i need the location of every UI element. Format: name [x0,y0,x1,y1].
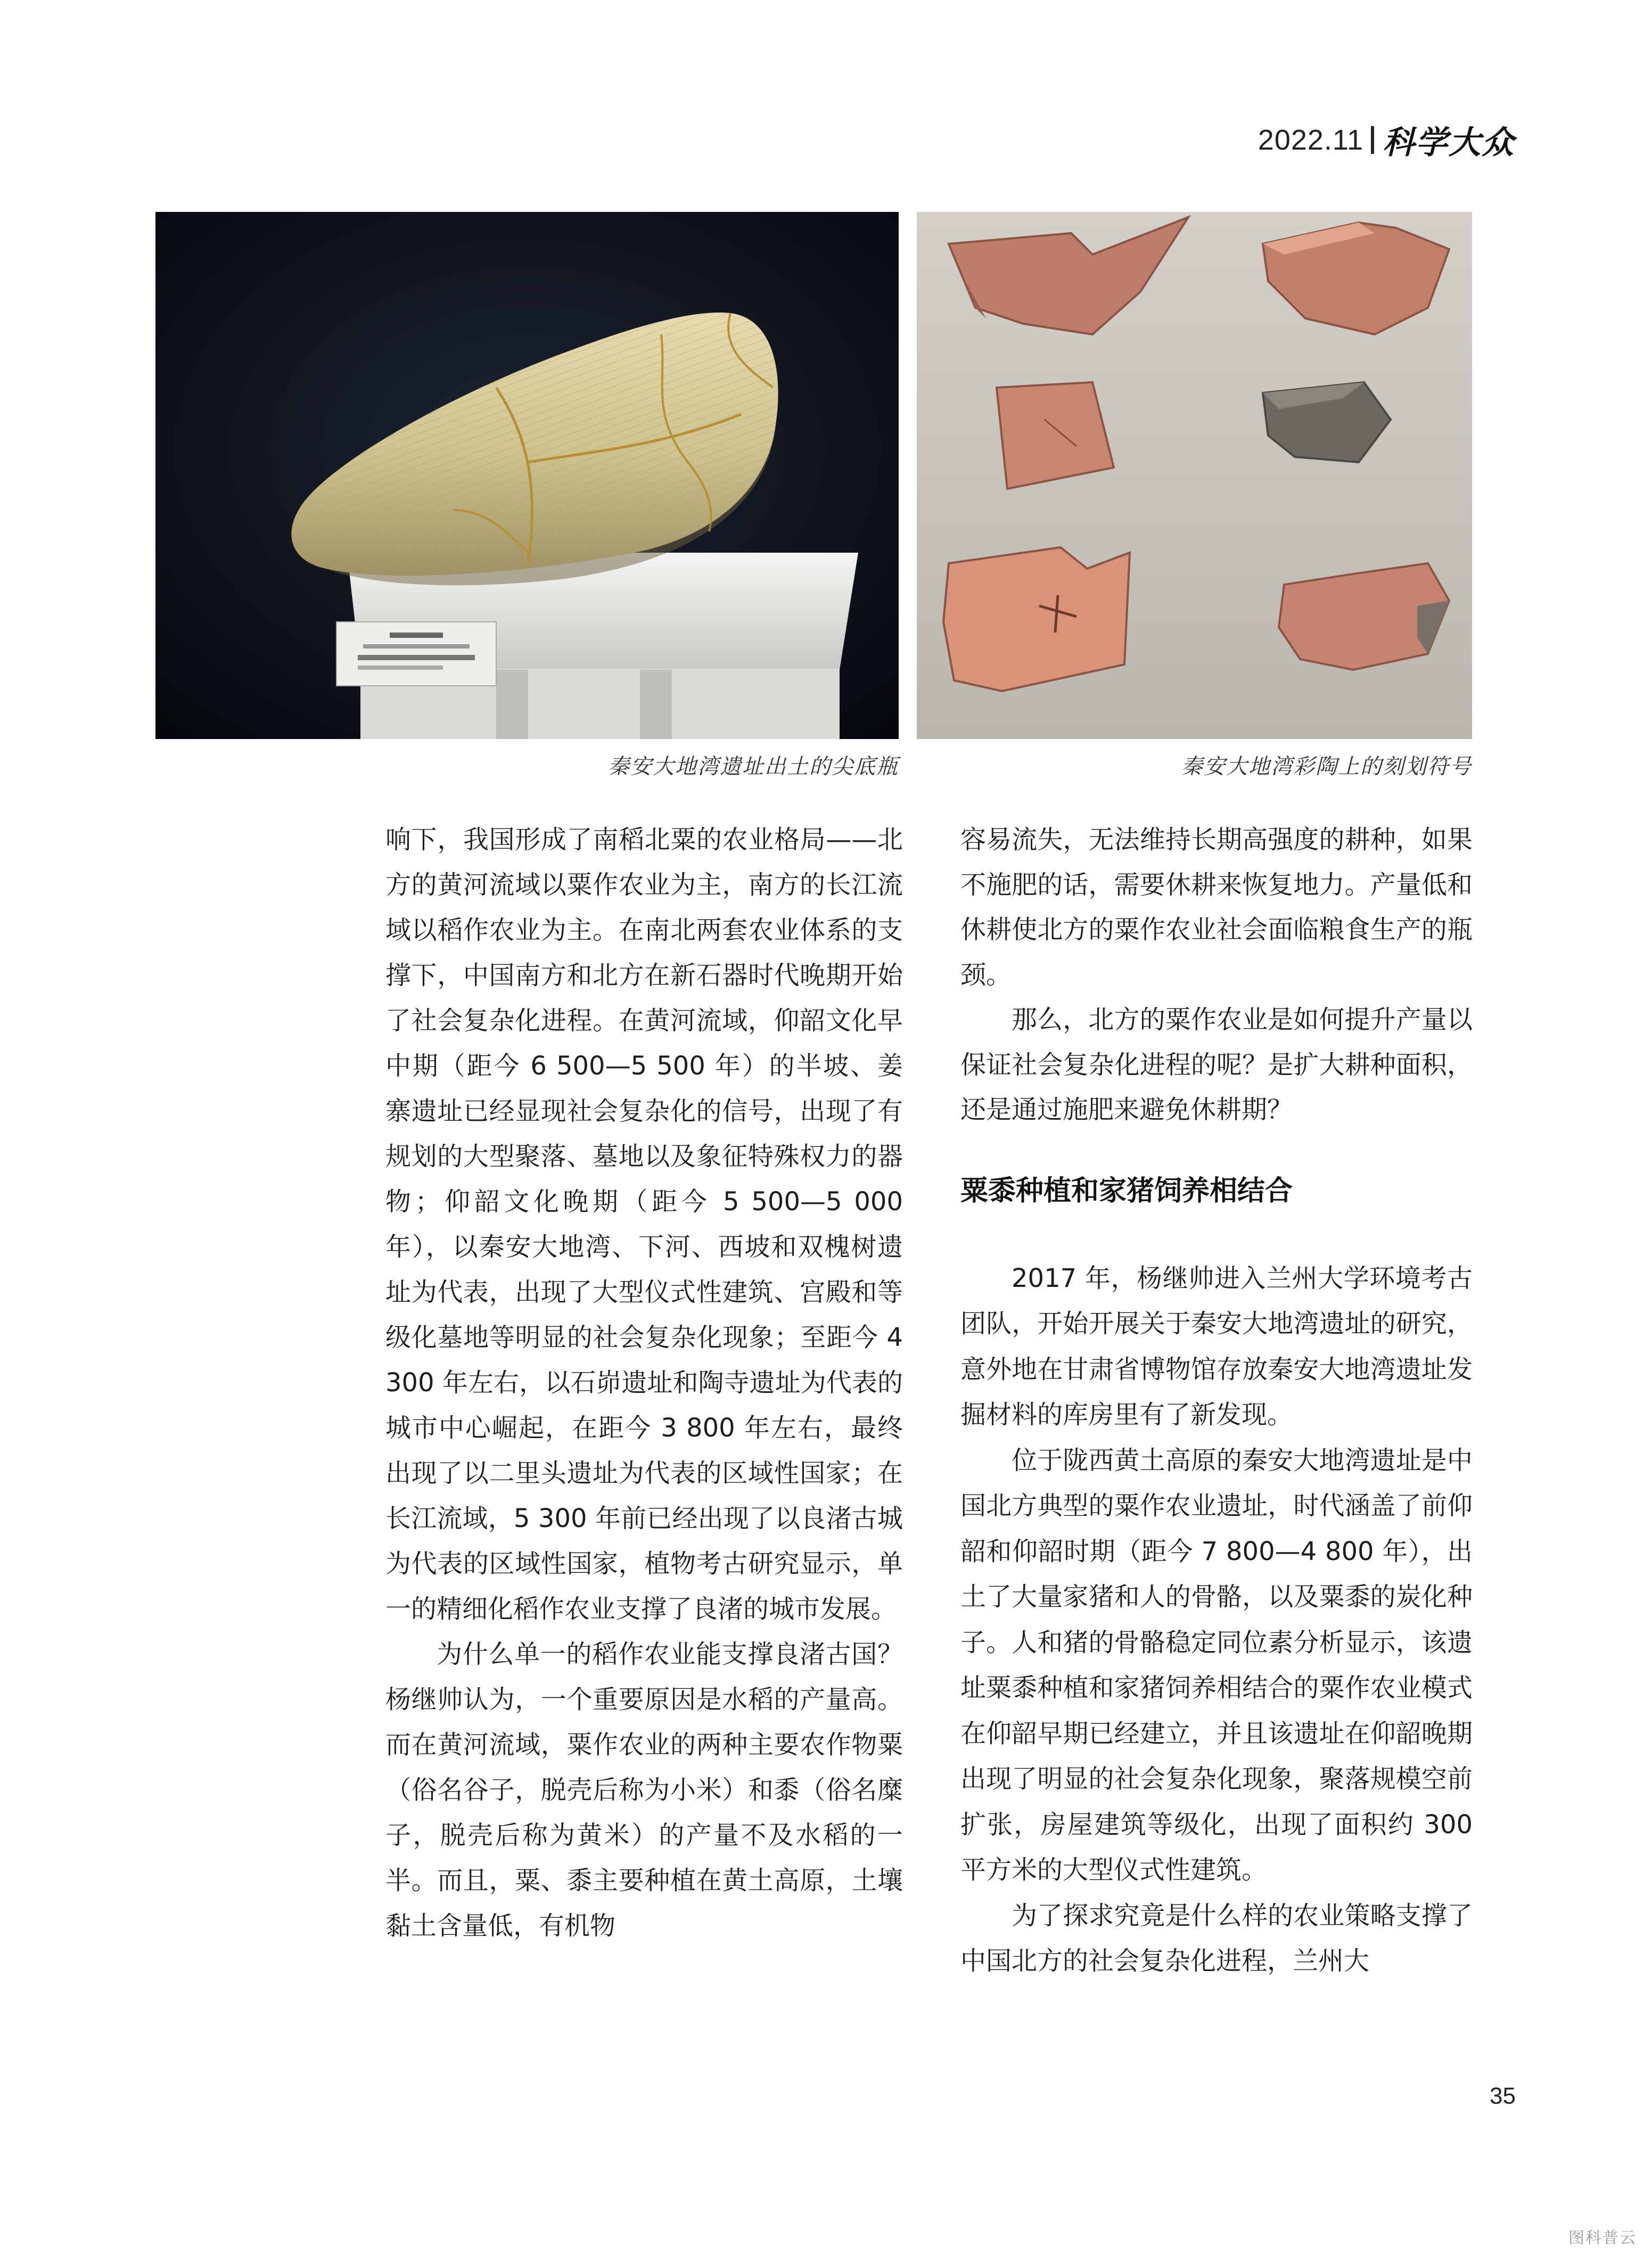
right-text-column [960,817,1473,1984]
body-paragraph: 位于陇西黄土高原的秦安大地湾遗址是中国北方典型的粟作农业遗址，时代涵盖了前仰韶和仰韶时期（距今 7 800—4 800 年），出土了大量家猪和人的骨骼，以及粟黍的炭化种子。人和猪的骨骼稳定同位素分析显示，该遗址粟黍种植和家猪饲养相结合的粟作农业模式在仰韶早期已经建立，并且该遗址在仰韶晚期出现了明显的社会复杂化现象，聚落规模空前扩张，房屋建筑等级化，出现了面积约 300 平方米的大型仪式性建筑。 [960,1445,1473,1885]
body-paragraph: 2017 年，杨继帅进入兰州大学环境考古团队，开始开展关于秦安大地湾遗址的研究，意外地在甘肃省博物馆存放秦安大地湾遗址发掘材料的库房里有了新发现。 [960,1263,1473,1430]
section-heading: 粟黍种植和家猪饲养相结合 [960,1175,1293,1207]
body-paragraph: 容易流失，无法维持长期高强度的耕种，如果不施肥的话，需要休耕来恢复地力。产量低和休耕使北方的粟作农业社会面临粮食生产的瓶颈。 [960,825,1473,990]
pointed-bottom-jar-photo [155,212,899,739]
body-paragraph: 响下，我国形成了南稻北粟的农业格局——北方的黄河流域以粟作农业为主，南方的长江流域以稻作农业为主。在南北两套农业体系的支撑下，中国南方和北方在新石器时代晚期开始了社会复杂化进程。在黄河流域，仰韶文化早中期（距今 6 500—5 500 年）的半坡、姜寨遗址已经显现社会复杂化的信号，出现了有规划的大型聚落、墓地以及象征特殊权力的器物；仰韶文化晚期（距今 5 500—5 000 年），以秦安大地湾、下河、西坡和双槐树遗址为代表，出现了大型仪式性建筑、宫殿和等级化墓地等明显的社会复杂化现象；至距今 4 300 年左右，以石峁遗址和陶寺遗址为代表的城市中心崛起，在距今 3 800 年左右，最终出现了以二里头遗址为代表的区域性国家；在长江流域，5 300 年前已经出现了以良渚古城为代表的区域性国家，植物考古研究显示，单一的精细化稻作农业支撑了良渚的城市发展。 [385,825,903,1624]
painted-pottery-shards-photo [917,212,1472,739]
left-text-column [385,817,903,1949]
body-paragraph: 那么，北方的粟作农业是如何提升产量以保证社会复杂化进程的呢？是扩大耕种面积，还是通过施肥来避免休耕期？ [960,1005,1473,1125]
watermark: 图科普云 [1568,2229,1637,2247]
magazine-logo: 科学大众 [1383,124,1515,161]
body-paragraph: 为了探求究竟是什么样的农业策略支撑了中国北方的社会复杂化进程，兰州大 [960,1900,1473,1976]
header-divider [1371,126,1374,154]
page-header [1258,121,1515,159]
page-number: 35 [1490,2083,1516,2109]
left-figure-caption: 秦安大地湾遗址出土的尖底瓶 [608,754,899,779]
right-figure-caption: 秦安大地湾彩陶上的刻划符号 [1181,754,1472,779]
body-paragraph: 为什么单一的稻作农业能支撑良渚古国？杨继帅认为，一个重要原因是水稻的产量高。而在黄河流域，粟作农业的两种主要农作物粟（俗名谷子，脱壳后称为小米）和黍（俗名糜子，脱壳后称为黄米）的产量不及水稻的一半。而且，粟、黍主要种植在黄土高原，土壤黏土含量低，有机物 [385,1639,903,1941]
issue-date: 2022.11 [1258,124,1363,156]
